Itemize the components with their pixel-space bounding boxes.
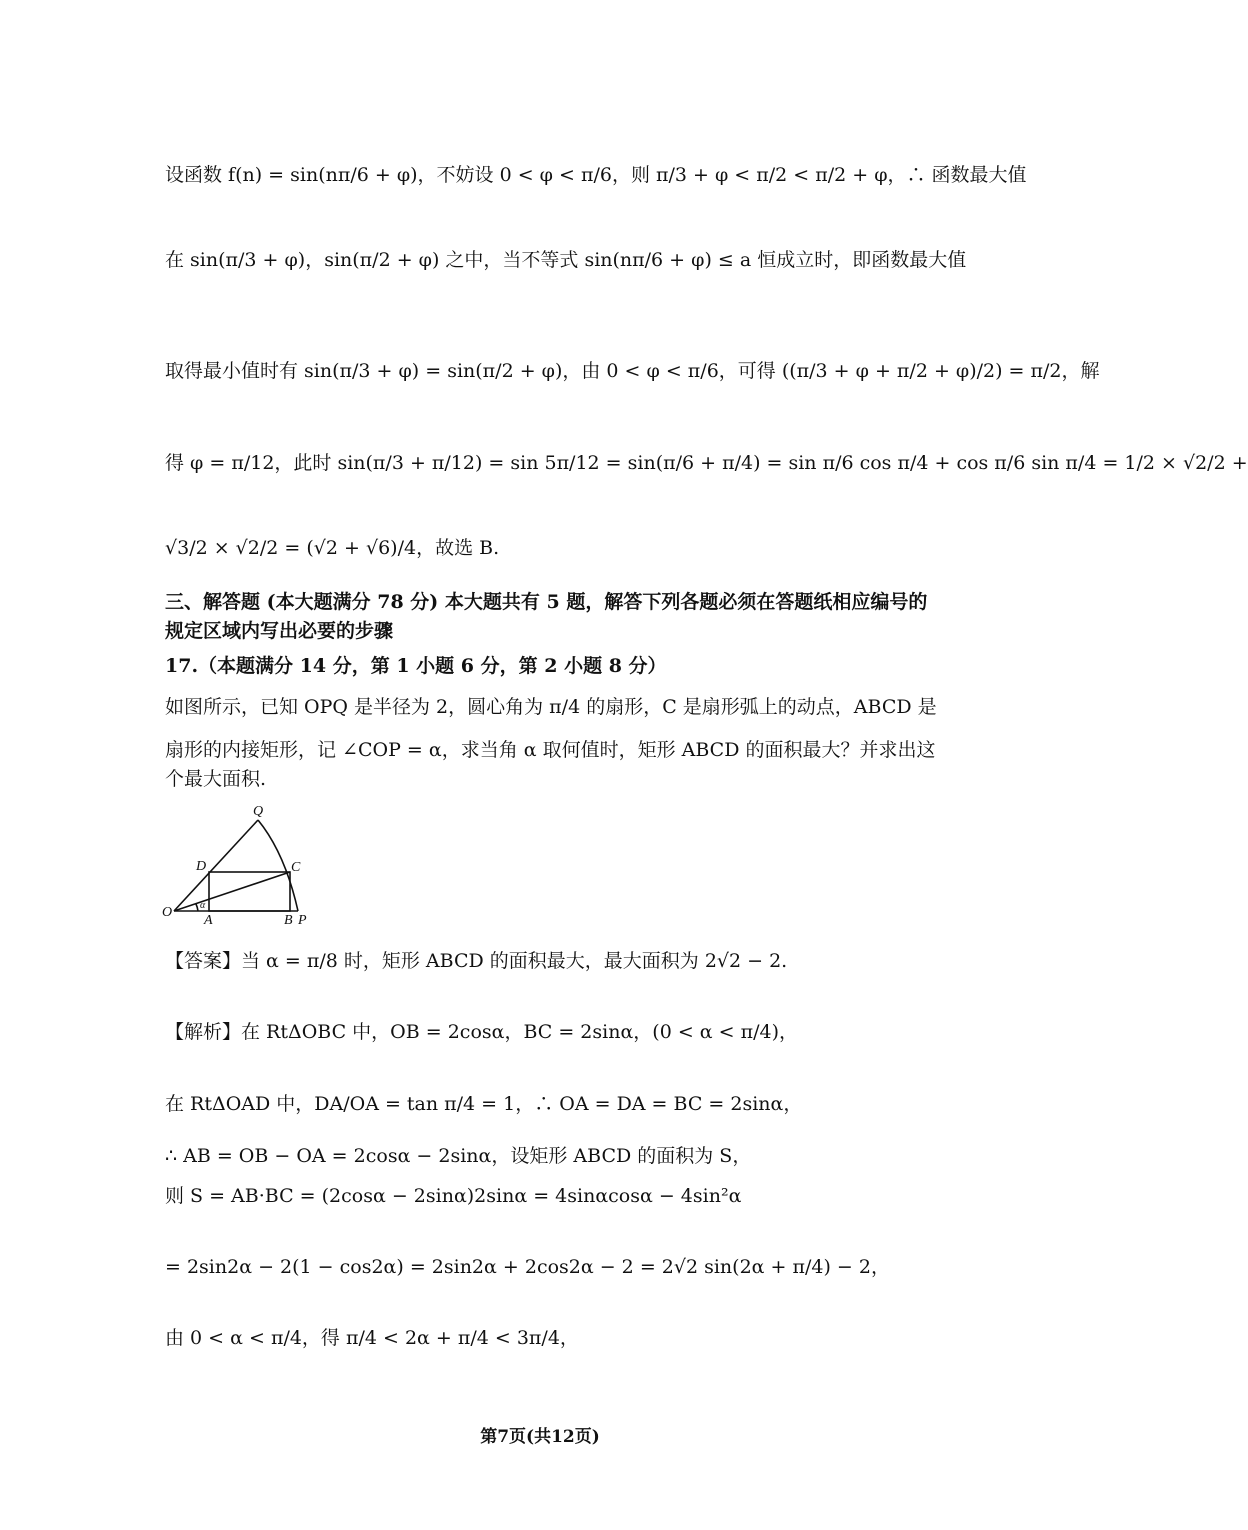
text-line-2: 在 sin(π/3 + φ)，sin(π/2 + φ) 之中，当不等式 sin(nπ/6 + φ) ≤ a 恒成立时，即函数最大值	[165, 249, 967, 271]
analysis-line-6: 由 0 < α < π/4，得 π/4 < 2α + π/4 < 3π/4，	[165, 1327, 579, 1349]
analysis-line-4: 则 S = AB·BC = (2cosα − 2sinα)2sinα = 4sinαcosα − 4sin²α	[165, 1185, 742, 1207]
label-q: Q	[253, 804, 264, 819]
problem-17-title: 17.（本题满分 14 分，第 1 小题 6 分，第 2 小题 8 分）	[165, 655, 667, 677]
sector-figure	[160, 798, 320, 928]
problem-text-2: 扇形的内接矩形，记 ∠COP = α，求当角 α 取何值时，矩形 ABCD 的面积最大？并求出这	[165, 739, 936, 761]
label-alpha: α	[200, 900, 206, 911]
section-heading: 三、解答题 (本大题满分 78 分) 本大题共有 5 题，解答下列各题必须在答题纸相应编号的	[165, 591, 928, 613]
text-line-5: √3/2 × √2/2 = (√2 + √6)/4，故选 B.	[165, 537, 500, 559]
analysis-line-3: ∴ AB = OB − OA = 2cosα − 2sinα，设矩形 ABCD 的面积为 S，	[165, 1145, 752, 1167]
section-heading-cont: 规定区域内写出必要的步骤	[165, 620, 394, 642]
label-a: A	[204, 913, 213, 928]
analysis-line-1: 【解析】在 RtΔOBC 中，OB = 2cosα，BC = 2sinα，(0 < α < π/4)，	[165, 1021, 799, 1043]
page-footer: 第7页(共12页)	[480, 1427, 600, 1447]
angle-alpha-arc	[196, 904, 198, 911]
text-line-1: 设函数 f(n) = sin(nπ/6 + φ)，不妨设 0 < φ < π/6，则 π/3 + φ < π/2 < π/2 + φ，∴ 函数最大值	[165, 164, 1027, 186]
problem-text-3: 个最大面积.	[165, 768, 267, 790]
problem-text-1: 如图所示，已知 OPQ 是半径为 2，圆心角为 π/4 的扇形，C 是扇形弧上的动点，ABCD 是	[165, 696, 937, 718]
rectangle-abcd	[209, 872, 290, 911]
analysis-line-5: = 2sin2α − 2(1 − cos2α) = 2sin2α + 2cos2α − 2 = 2√2 sin(2α + π/4) − 2，	[165, 1256, 890, 1278]
analysis-line-2: 在 RtΔOAD 中，DA/OA = tan π/4 = 1，∴ OA = DA = BC = 2sinα，	[165, 1093, 803, 1115]
label-b: B	[284, 913, 293, 928]
label-d: D	[196, 859, 207, 874]
label-c: C	[291, 860, 301, 875]
answer-line: 【答案】当 α = π/8 时，矩形 ABCD 的面积最大，最大面积为 2√2 − 2.	[165, 950, 788, 972]
label-p: P	[298, 913, 307, 928]
label-o: O	[162, 905, 173, 920]
text-line-4: 得 φ = π/12，此时 sin(π/3 + π/12) = sin 5π/12 = sin(π/6 + π/4) = sin π/6 cos π/4 + cos π/6 sin π/4 = 1/2 × √2/2 +	[165, 452, 1248, 474]
text-line-3: 取得最小值时有 sin(π/3 + φ) = sin(π/2 + φ)，由 0 < φ < π/6，可得 ((π/3 + φ + π/2 + φ)/2) = π/2，解	[165, 360, 1100, 382]
